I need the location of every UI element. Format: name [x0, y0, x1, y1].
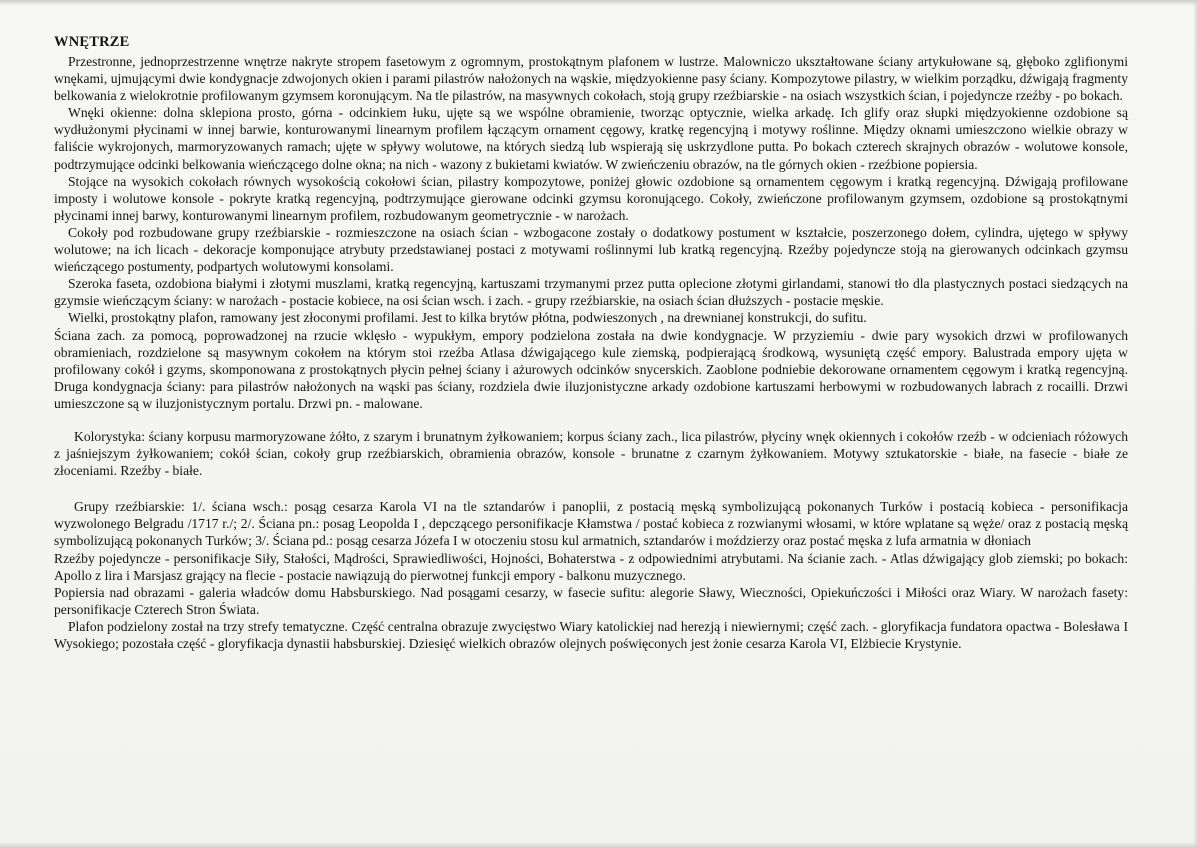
- scan-edge-top: [0, 0, 1198, 6]
- scan-edge-bottom: [0, 842, 1198, 848]
- paragraph-west-wall: Ściana zach. za pomocą, poprowadzonej na rzucie wklęsło - wypukłym, empory podzielona została na dwie kondygnacje. W przyziemiu - dwie pary wysokich drzwi w profilowanych obramieniach, rozdzielone są masywnym cokołem na którym stoi rzeźba Atlasa dźwigającego kule ziemską, podpierającą środkową, wysuniętą część empory. Balustrada empory ujęta w profilowany cokół i gzyms, skomponowana z prostokątnych płycin pełnej ściany i ażurowych odcinków snycerskich. Zaoblone podniebie dekorowane ornamentem cęgowym i kratką regencyjną. Druga kondygnacja ściany: para pilastrów nałożonych na wąski pas ściany, rozdziela dwie iluzjonistyczne arkady ozdobione kartuszami herbowymi w rozbudowanych labrach z rocailli. Drzwi umieszczone są w iluzjonistycznym portalu. Drzwi pn. - malowane.: [54, 327, 1128, 411]
- section-heading: WNĘTRZE: [54, 34, 130, 50]
- paragraph-sculpture-groups: Grupy rzeźbiarskie: 1/. ściana wsch.: posąg cesarza Karola VI na tle sztandarów i panoplii, z postacią męską symbolizującą pokonanych Turków i postacią kobieca - personifikacja wyzwolonego Belgradu /1717 r./; 2/. Ściana pn.: posag Leopolda I , depczącego personifikacje Kłamstwa / postać kobieca z rozwianymi włosami, w które wplatane są węże/ oraz z postacią męską symbolizującą pokonanych Turków; 3/. Ściana pd.: posąg cesarza Józefa I w otoczeniu stosu kul armatnich, sztandarów i moździerzy oraz postać męska z lufa armatnia w dłoniach: [54, 499, 1128, 549]
- paragraph-pilasters: Stojące na wysokich cokołach równych wysokością cokołowi ścian, pilastry kompozytowe, poniżej głowic ozdobione są ornamentem cęgowym i kratką regencyjną. Dźwigają profilowane imposty i wolutowe konsole - pokryte kratką regencyjną, podtrzymujące gierowane odcinki gzymsu koronującego. Cokoły, zwieńczone profilowanym gzymsem, ozdobione są prostokątnymi płycinami innej barwy, konturowanymi linearnym profilem, rozbudowanym geometrycznie - w narożach.: [54, 173, 1128, 223]
- paragraph-window-niches: Wnęki okienne: dolna sklepiona prosto, górna - odcinkiem łuku, ujęte są we wspólne obramienie, tworząc optycznie, wielka arkadę. Ich glify oraz słupki międzyokienne ozdobione są wydłużonymi płycinami w innej barwie, konturowanymi linearnym profilem łączącym ornament cęgowy, kratkę regencyjną i motywy roślinne. Między oknami umieszczono wielkie obrazy w faliście wykrojonych, marmoryzowanych ramach; ujęte w spływy wolutowe, na których siedzą lub wspierają się uskrzydlone putta. Po bokach czterech skrajnych obrazów - wolutowe konsole, podtrzymujące odcinki belkowania wieńczącego dolne okna; na nich - wazony z bukietami kwiatów. W zwieńczeniu obrazów, na tle górnych okien - rzeźbione popiersia.: [54, 105, 1128, 172]
- paragraph-plinths: Cokoły pod rozbudowane grupy rzeźbiarskie - rozmieszczone na osiach ścian - wzbogacone zostały o dodatkowy postument w kształcie, poszerzonego dołem, cylindra, ujętego w spływy wolutowe; na ich licach - dekoracje komponujące atrybuty przedstawianej postaci z motywami roślinnymi lub kratką regencyjną. Rzeźby pojedyncze stoją na gierowanych odcinkach gzymsu wieńczącego postumenty, podpartych wolutowymi konsolami.: [54, 224, 1128, 275]
- paragraph-faceting: Szeroka faseta, ozdobiona białymi i złotymi muszlami, kratką regencyjną, kartuszami trzymanymi przez putta oplecione złotymi girlandami, stanowi tło dla plastycznych postaci siedzących na gzymsie wieńczącym ściany: w narożach - postacie kobiece, na osi ścian wsch. i zach. - grupy rzeźbiarskie, na osiach ścian dłuższych - postacie męskie.: [54, 276, 1128, 309]
- paragraph-colour-scheme: Kolorystyka: ściany korpusu marmoryzowane żółto, z szarym i brunatnym żyłkowaniem; korpus ściany zach., lica pilastrów, płyciny wnęk okiennych i cokołów rzeźb - w odcieniach różowych z jaśniejszym żyłkowaniem; cokół ścian, cokoły grup rzeźbiarskich, obramienia obrazów, konsole - brunatne z czarnym żyłkowaniem. Motywy sztukatorskie - białe, na fasecie - białe ze złoceniami. Rzeźby - białe.: [54, 428, 1128, 479]
- paragraph-plafond: Wielki, prostokątny plafon, ramowany jest złoconymi profilami. Jest to kilka brytów płótna, podwieszonych , na drewnianej konstrukcji, do sufitu.: [68, 310, 867, 326]
- paragraph-intro: Przestronne, jednoprzestrzenne wnętrze nakryte stropem fasetowym z ogromnym, prostokątnym plafonem w lustrze. Malowniczo ukształtowane ściany artykułowane są, głęboko zglifionymi wnękami, ujmującymi dwie kondygnacje zdwojonych okien i parami pilastrów nałożonych na wąskie, międzyokienne pasy ściany. Kompozytowe pilastry, w wielkim porządku, dźwigają fragmenty belkowania z wielokrotnie profilowanym gzymsem koronującym. Na tle pilastrów, na masywnych cokołach, stoją grupy rzeźbiarskie - na osiach wszystkich ścian, i pojedyncze rzeźby - po bokach.: [54, 54, 1128, 104]
- paragraph-single-sculptures: Rzeźby pojedyncze - personifikacje Siły, Stałości, Mądrości, Sprawiedliwości, Hojności, Bohaterstwa - z odpowiednimi atrybutami. Na ścianie zach. - Atlas dźwigający glob ziemski; po bokach: Apollo z lira i Marsjasz grający na flecie - postacie nawiązują do pierwotnej funkcji empory - balkonu muzycznego.: [54, 550, 1128, 583]
- paragraph-plafond-zones: Plafon podzielony został na trzy strefy tematyczne. Część centralna obrazuje zwycięstwo Wiary katolickiej nad herezją i niewiernymi; część zach. - gloryfikacja fundatora opactwa - Bolesława I Wysokiego; pozostała część - gloryfikacja dynastii habsburskiej. Dziesięć wielkich obrazów olejnych poświęconych jest żonie cesarza Karola VI, Elżbiecie Krystynie.: [54, 618, 1128, 651]
- scan-edge-right: [1193, 0, 1198, 848]
- paragraph-busts: Popiersia nad obrazami - galeria władców domu Habsburskiego. Nad posągami cesarzy, w fasecie sufitu: alegorie Sławy, Wieczności, Opiekuńczości i Miłości oraz Wiary. W narożach fasety: personifikacje Czterech Stron Świata.: [54, 584, 1128, 617]
